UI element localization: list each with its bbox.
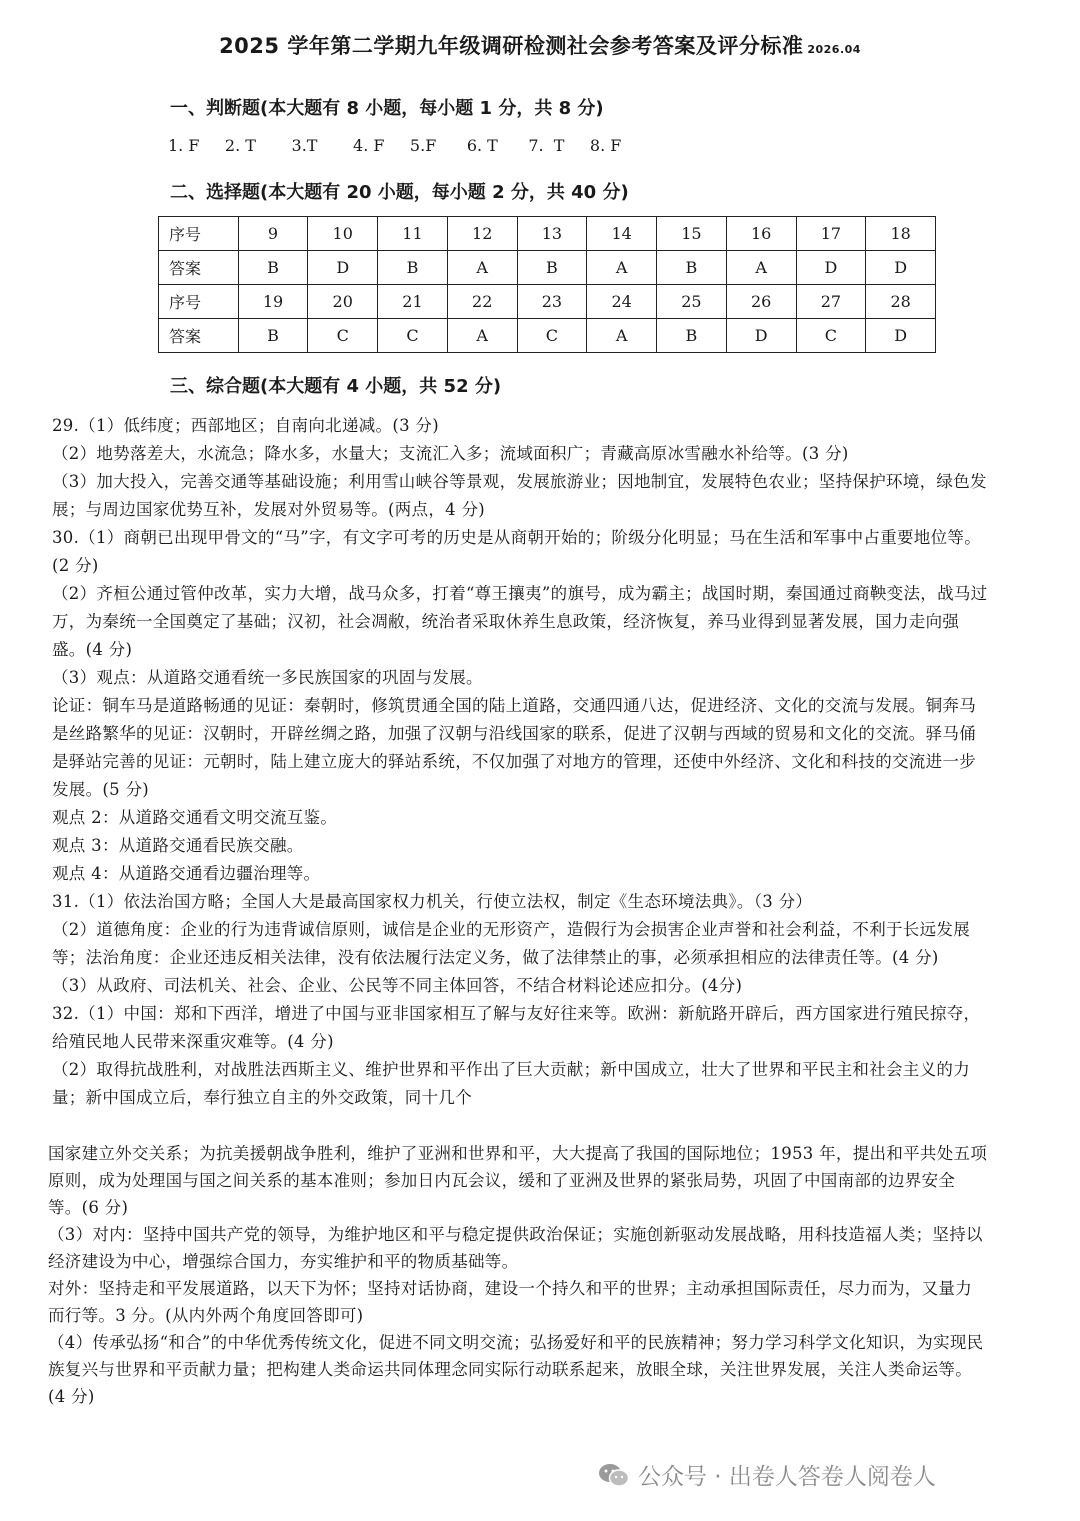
table-cell: C [378, 319, 448, 353]
answer-paragraph: 32.（1）中国：郑和下西洋，增进了中国与亚非国家相互了解与友好往来等。欧洲：新航路开辟后，西方国家进行殖民掠夺，给殖民地人民带来深重灾难等。(4 分) [52, 1004, 981, 1051]
table-row [159, 251, 936, 285]
table-cell: 16 [726, 217, 796, 251]
answer-paragraph: 观点 4：从道路交通看边疆治理等。 [52, 864, 321, 883]
table-cell: B [517, 251, 587, 285]
table-cell: 12 [447, 217, 517, 251]
table-cell: 26 [726, 285, 796, 319]
answer-body-1 [52, 412, 992, 1112]
watermark-text: 公众号 · 出卷人答卷人阅卷人 [638, 1464, 936, 1490]
table-cell: D [726, 319, 796, 353]
table-cell: D [866, 319, 936, 353]
answer-body-2 [48, 1140, 988, 1410]
table-cell: C [796, 319, 866, 353]
table-cell: 15 [657, 217, 727, 251]
table-cell: 18 [866, 217, 936, 251]
choice-answer-table [158, 216, 936, 353]
table-cell: B [657, 251, 727, 285]
title-date: 2026.04 [807, 43, 861, 56]
answer-paragraph: （2）道德角度：企业的行为违背诚信原则，诚信是企业的无形资产，造假行为会损害企业声誉和社会利益，不利于长远发展等；法治角度：企业还违反相关法律，没有依法履行法定义务，做了法律禁止的事，必须承担相应的法律责任等。(4 分) [52, 920, 970, 967]
table-cell: C [308, 319, 378, 353]
answer-paragraph: 31.（1）依法治国方略；全国人大是最高国家权力机关，行使立法权，制定《生态环境法典》。（3 分） [52, 892, 813, 911]
row-label: 答案 [159, 319, 239, 353]
section1-heading: 一、判断题(本大题有 8 小题，每小题 1 分，共 8 分) [170, 98, 604, 119]
table-cell: A [447, 251, 517, 285]
answer-paragraph: 观点 3：从道路交通看民族交融。 [52, 836, 304, 855]
table-cell: 23 [517, 285, 587, 319]
answer-paragraph: 对外：坚持走和平发展道路，以天下为怀；坚持对话协商，建设一个持久和平的世界；主动承担国际责任，尽力而为，又量力而行等。3 分。(从内外两个角度回答即可) [48, 1279, 972, 1325]
table-cell: 20 [308, 285, 378, 319]
table-cell: 10 [308, 217, 378, 251]
answer-paragraph: 30.（1）商朝已出现甲骨文的“马”字，有文字可考的历史是从商朝开始的；阶级分化明显；马在生活和军事中占重要地位等。(2 分) [52, 528, 982, 575]
table-cell: 9 [238, 217, 308, 251]
table-cell: D [866, 251, 936, 285]
answer-paragraph: 论证：铜车马是道路畅通的见证：秦朝时，修筑贯通全国的陆上道路，交通四通八达，促进经济、文化的交流与发展。铜奔马是丝路繁华的见证：汉朝时，开辟丝绸之路，加强了汉朝与沿线国家的联系，促进了汉朝与西域的贸易和文化的交流。驿马俑是驿站完善的见证：元朝时，陆上建立庞大的驿站系统，不仅加强了对地方的管理，还使中外经济、文化和科技的交流进一步发展。(5 分) [52, 696, 976, 799]
table-cell: 28 [866, 285, 936, 319]
answer-paragraph: （3）加大投入，完善交通等基础设施；利用雪山峡谷等景观，发展旅游业；因地制宜，发展特色农业；坚持保护环境，绿色发展；与周边国家优势互补，发展对外贸易等。(两点，4 分) [52, 472, 987, 519]
table-cell: 14 [587, 217, 657, 251]
row-label: 序号 [159, 285, 239, 319]
page-title [0, 30, 1080, 60]
table-cell: 17 [796, 217, 866, 251]
table-row [159, 217, 936, 251]
table-cell: 11 [378, 217, 448, 251]
table-row [159, 319, 936, 353]
watermark [598, 1458, 936, 1491]
answer-paragraph: （3）从政府、司法机关、社会、企业、公民等不同主体回答，不结合材料论述应扣分。(4分) [52, 976, 743, 995]
table-cell: 19 [238, 285, 308, 319]
true-false-answers: 1. F 2. T 3.T 4. F 5.F 6. T 7. T 8. F [168, 136, 622, 155]
table-cell: 24 [587, 285, 657, 319]
answer-paragraph: （2）齐桓公通过管仲改革，实力大增，战马众多，打着“尊王攘夷”的旗号，成为霸主；战国时期，秦国通过商鞅变法，战马过万，为秦统一全国奠定了基础；汉初，社会凋敝，统治者采取休养生息政策，经济恢复，养马业得到显著发展，国力走向强盛。(4 分) [52, 584, 988, 659]
row-label: 序号 [159, 217, 239, 251]
table-cell: 13 [517, 217, 587, 251]
table-cell: A [587, 251, 657, 285]
table-cell: B [378, 251, 448, 285]
section3-heading: 三、综合题(本大题有 4 小题，共 52 分) [170, 376, 502, 397]
answer-paragraph: （4）传承弘扬“和合”的中华优秀传统文化，促进不同文明交流；弘扬爱好和平的民族精神；努力学习科学文化知识，为实现民族复兴与世界和平贡献力量；把构建人类命运共同体理念同实际行动联系起来，放眼全球，关注世界发展，关注人类命运等。(4 分) [48, 1333, 984, 1406]
table-cell: A [587, 319, 657, 353]
table-cell: 22 [447, 285, 517, 319]
table-row [159, 285, 936, 319]
table-cell: 25 [657, 285, 727, 319]
table-cell: B [238, 251, 308, 285]
title-text: 2025 学年第二学期九年级调研检测社会参考答案及评分标准 [219, 34, 804, 58]
answer-paragraph: 观点 2：从道路交通看文明交流互鉴。 [52, 808, 338, 827]
answer-paragraph: （3）对内：坚持中国共产党的领导，为维护地区和平与稳定提供政治保证；实施创新驱动发展战略，用科技造福人类；坚持以经济建设为中心，增强综合国力，夯实维护和平的物质基础等。 [48, 1225, 983, 1271]
table-cell: A [726, 251, 796, 285]
table-cell: 21 [378, 285, 448, 319]
table-cell: B [657, 319, 727, 353]
table-cell: C [517, 319, 587, 353]
answer-paragraph: （2）地势落差大，水流急；降水多，水量大；支流汇入多；流域面积广；青藏高原冰雪融水补给等。(3 分) [52, 444, 849, 463]
wechat-icon [598, 1462, 630, 1488]
answer-paragraph: 29.（1）低纬度；西部地区；自南向北递减。(3 分) [52, 416, 439, 435]
table-cell: A [447, 319, 517, 353]
answer-paragraph: （3）观点：从道路交通看统一多民族国家的巩固与发展。 [52, 668, 483, 687]
row-label: 答案 [159, 251, 239, 285]
section2-heading: 二、选择题(本大题有 20 小题，每小题 2 分，共 40 分) [170, 182, 629, 203]
table-cell: B [238, 319, 308, 353]
table-cell: 27 [796, 285, 866, 319]
table-cell: D [796, 251, 866, 285]
answer-paragraph: （2）取得抗战胜利，对战胜法西斯主义、维护世界和平作出了巨大贡献；新中国成立，壮大了世界和平民主和社会主义的力量；新中国成立后，奉行独立自主的外交政策，同十几个 [52, 1060, 970, 1107]
table-cell: D [308, 251, 378, 285]
answer-paragraph: 国家建立外交关系；为抗美援朝战争胜利，维护了亚洲和世界和平，大大提高了我国的国际地位；1953 年，提出和平共处五项原则，成为处理国与国之间关系的基本准则；参加日内瓦会议，缓和了亚洲及世界的紧张局势，巩固了中国南部的边界安全等。(6 分) [48, 1144, 988, 1217]
